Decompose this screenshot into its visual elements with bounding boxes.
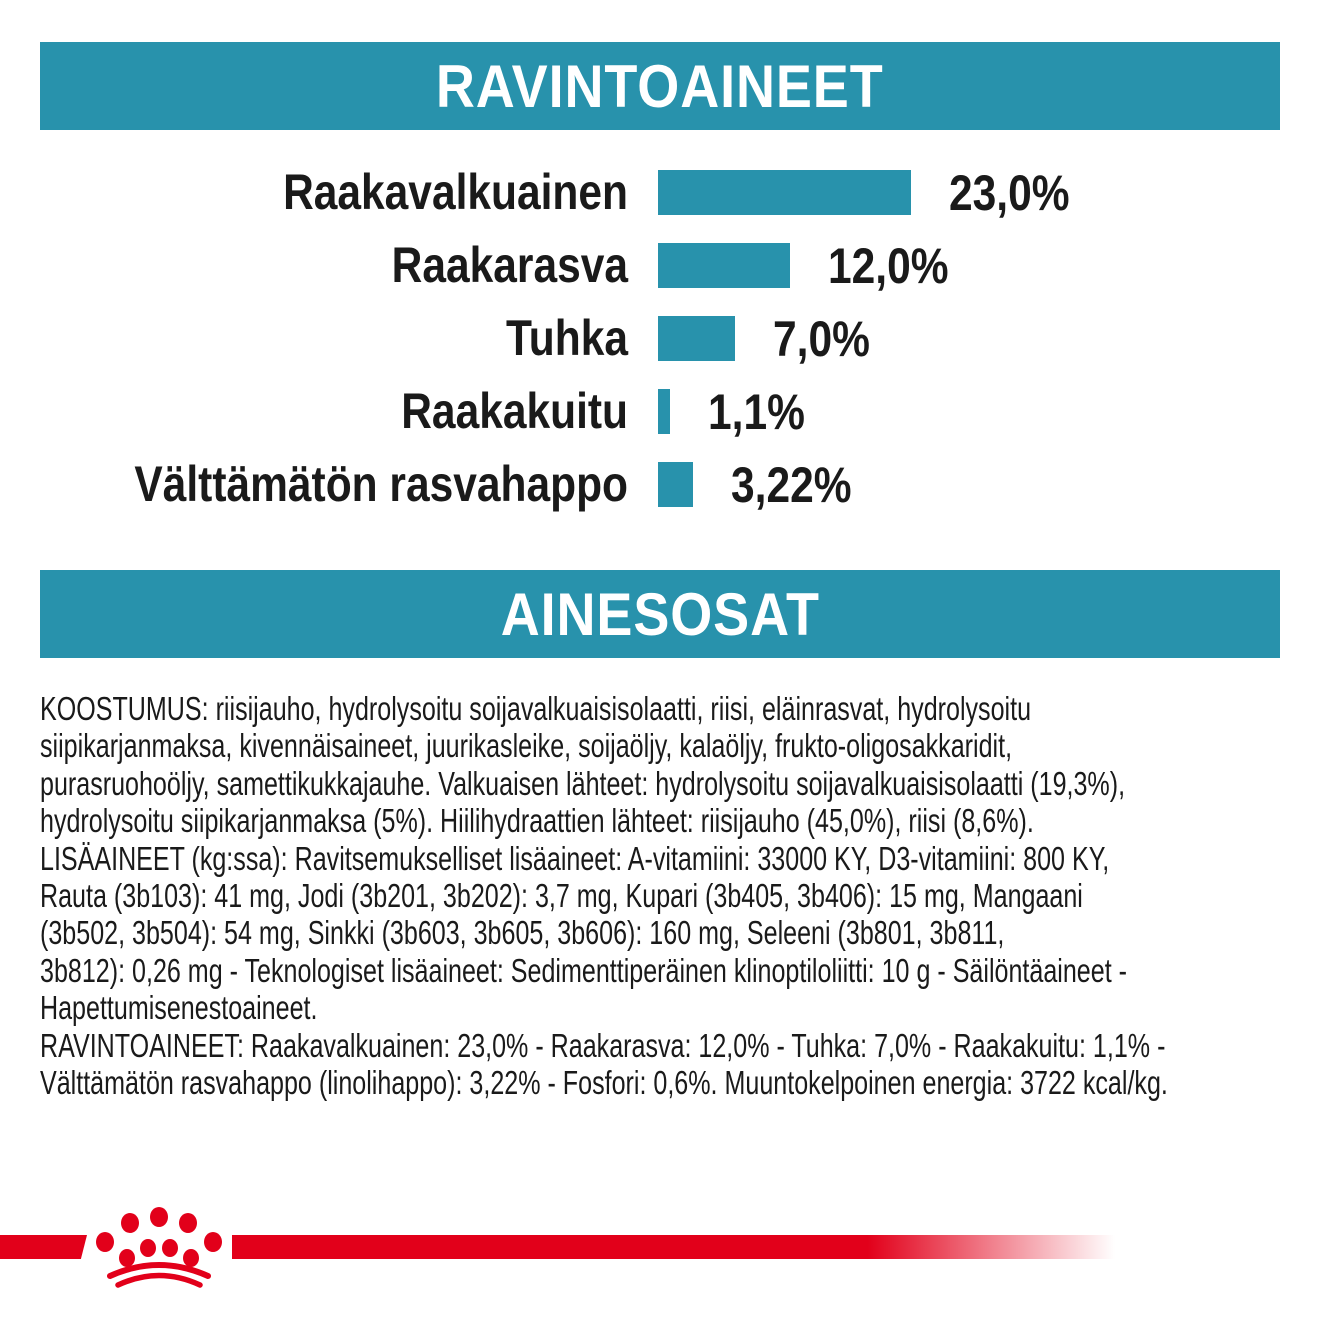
nutrient-label: Tuhka [505,310,628,366]
nutrient-label: Raakarasva [391,237,628,293]
nutrient-label: Välttämätön rasvahappo [134,456,628,512]
chart-row [40,164,1280,221]
nutrients-bar-chart [40,164,1280,535]
brand-divider-right-fading [232,1235,1115,1259]
nutrient-value: 23,0% [949,164,1070,221]
ingredients-header-title: AINESOSAT [500,580,820,648]
brand-divider-left [0,1235,87,1259]
nutrient-value: 1,1% [708,383,805,440]
chart-row [40,310,1280,367]
nutrient-value: 12,0% [828,237,949,294]
nutrient-bar [658,243,790,288]
nutrient-label: Raakavalkuainen [283,164,628,220]
analysis-line: Välttämätön rasvahappo (linolihappo): 3,22% - Fosfori: 0,6%. Muuntokelpoinen energia: 3722 kcal/kg. [40,1064,1168,1102]
royal-canin-crown-paw-logo-icon [92,1206,226,1290]
nutrient-bar [658,462,693,507]
nutrient-bar [658,316,735,361]
composition-line: purasruohoöljy, samettikukkajauhe. Valkuaisen lähteet: hydrolysoitu soijavalkuaisisolaatti (19,3%), [40,764,1126,802]
composition-line: hydrolysoitu siipikarjanmaksa (5%). Hiilihydraattien lähteet: riisijauho (45,0%), riisi (8,6%). [40,802,1034,840]
chart-row [40,383,1280,440]
nutrients-section-header [40,42,1280,130]
additives-line: 3b812): 0,26 mg - Teknologiset lisäaineet: Sedimenttiperäinen klinoptiloliitti: 10 g - Säilöntäaineet - [40,951,1127,989]
ingredients-section-header [40,570,1280,658]
ingredients-text-block [40,690,1302,1101]
nutrient-bar [658,170,911,215]
nutrient-value: 7,0% [773,310,870,367]
nutrient-bar [658,389,670,434]
additives-line: Rauta (3b103): 41 mg, Jodi (3b201, 3b202): 3,7 mg, Kupari (3b405, 3b406): 15 mg, Mangaani [40,877,1083,915]
analysis-line: RAVINTOAINEET: Raakavalkuainen: 23,0% - Raakarasva: 12,0% - Tuhka: 7,0% - Raakakuitu: 1,1% - [40,1026,1166,1064]
additives-line: LISÄAINEET (kg:ssa): Ravitsemukselliset lisäaineet: A-vitamiini: 33000 KY, D3-vitamiini: 800 KY, [40,839,1110,877]
chart-row [40,456,1280,513]
composition-line: siipikarjanmaksa, kivennäisaineet, juurikasleike, soijaöljy, kalaöljy, frukto-oligosakkaridit, [40,727,1013,765]
nutrient-label: Raakakuitu [401,383,628,439]
nutrient-value: 3,22% [731,456,852,513]
additives-line: Hapettumisenestoaineet. [40,989,318,1027]
chart-row [40,237,1280,294]
nutrients-header-title: RAVINTOAINEET [436,52,884,120]
additives-line: (3b502, 3b504): 54 mg, Sinkki (3b603, 3b605, 3b606): 160 mg, Seleeni (3b801, 3b811, [40,914,1005,952]
composition-line: KOOSTUMUS: riisijauho, hydrolysoitu soijavalkuaisisolaatti, riisi, eläinrasvat, hydrolysoitu [40,690,1032,727]
